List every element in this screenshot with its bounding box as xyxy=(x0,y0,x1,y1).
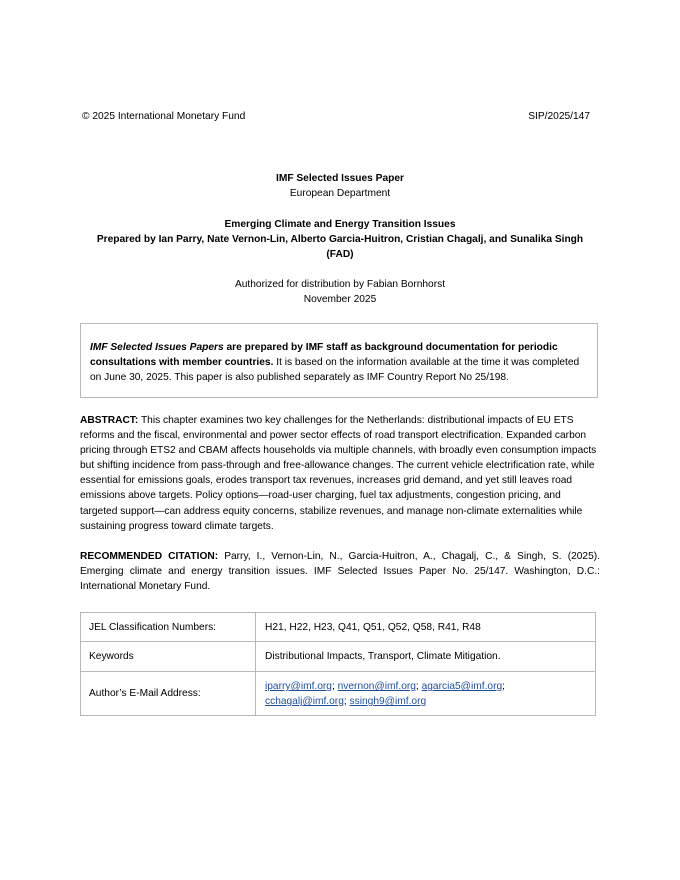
keywords-label: Keywords xyxy=(81,642,256,672)
email-link[interactable]: ssingh9@imf.org xyxy=(349,696,427,707)
abstract xyxy=(80,413,600,534)
jel-value: H21, H22, H23, Q41, Q51, Q52, Q58, R41, R48 xyxy=(256,613,596,642)
disclaimer-text: It is based on the information available at the time it was completed on June 30, 2025. This paper is also published separately as IMF Country Report No 25/198. xyxy=(90,357,580,383)
abstract-label: ABSTRACT: xyxy=(80,415,139,426)
email-link[interactable]: nvernon@imf.org xyxy=(337,681,416,692)
email-label: Author’s E-Mail Address: xyxy=(81,672,256,716)
department: European Department xyxy=(289,188,391,199)
authors-line: Prepared by Ian Parry, Nate Vernon-Lin, Alberto Garcia-Huitron, Cristian Chagalj, and Sunalika Singh xyxy=(96,234,584,245)
disclaimer-lead: IMF Selected Issues Papers xyxy=(90,342,224,353)
table-row xyxy=(81,672,596,716)
series-title: IMF Selected Issues Paper xyxy=(276,173,404,184)
keywords-value: Distributional Impacts, Transport, Climate Mitigation. xyxy=(256,642,596,672)
email-link[interactable]: agarcia5@imf.org xyxy=(421,681,503,692)
paper-id: SIP/2025/147 xyxy=(528,111,590,122)
abstract-text: This chapter examines two key challenges for the Netherlands: distributional impacts of EU ETS reforms and the fiscal, environmental and power sector effects of road transport electrification. Expanded carbon pricing through ETS2 and CBAM affects households via multiple channels, with broadly even consumption impacts but shifting incidence from pass-through and free-allowance changes. The current vehicle electrification rate, while essential for emissions goals, erodes transport tax revenues, increases grid demand, and yet still leaves road emissions above targets. Policy options—road-user charging, fuel tax adjustments, congestion pricing, and targeted support—can address equity concerns, stabilize revenues, and manage non-climate externalities while sustaining progress toward climate targets. xyxy=(80,415,597,532)
metadata-table xyxy=(80,612,596,716)
header-line xyxy=(82,111,590,122)
citation-label: RECOMMENDED CITATION: xyxy=(80,551,219,562)
email-link[interactable]: cchagalj@imf.org xyxy=(265,696,344,707)
table-row xyxy=(81,642,596,672)
recommended-citation xyxy=(80,549,600,594)
disclaimer-box xyxy=(80,323,598,398)
publication-date: November 2025 xyxy=(303,294,377,305)
disclaimer-bold: are prepared by IMF staff as background documentation for periodic consultations with member countries. xyxy=(90,342,558,368)
citation-text: Parry, I., Vernon-Lin, N., Garcia-Huitron, A., Chagalj, C., & Singh, S. (2025). Emerging climate and energy transition issues. IMF Selected Issues Paper No. 25/147. Washington, D.C.: International Monetary Fund. xyxy=(80,551,600,593)
email-value: iparry@imf.org; nvernon@imf.org; agarcia5@imf.org; cchagalj@imf.org; ssingh9@imf.org xyxy=(256,672,596,716)
email-link[interactable]: iparry@imf.org xyxy=(265,681,332,692)
copyright-notice: © 2025 International Monetary Fund xyxy=(82,111,246,122)
authorized-by: Authorized for distribution by Fabian Bornhorst xyxy=(234,279,446,290)
authors-department: (FAD) xyxy=(326,249,354,260)
table-row xyxy=(81,613,596,642)
jel-label: JEL Classification Numbers: xyxy=(81,613,256,642)
paper-title: Emerging Climate and Energy Transition Issues xyxy=(224,219,456,230)
